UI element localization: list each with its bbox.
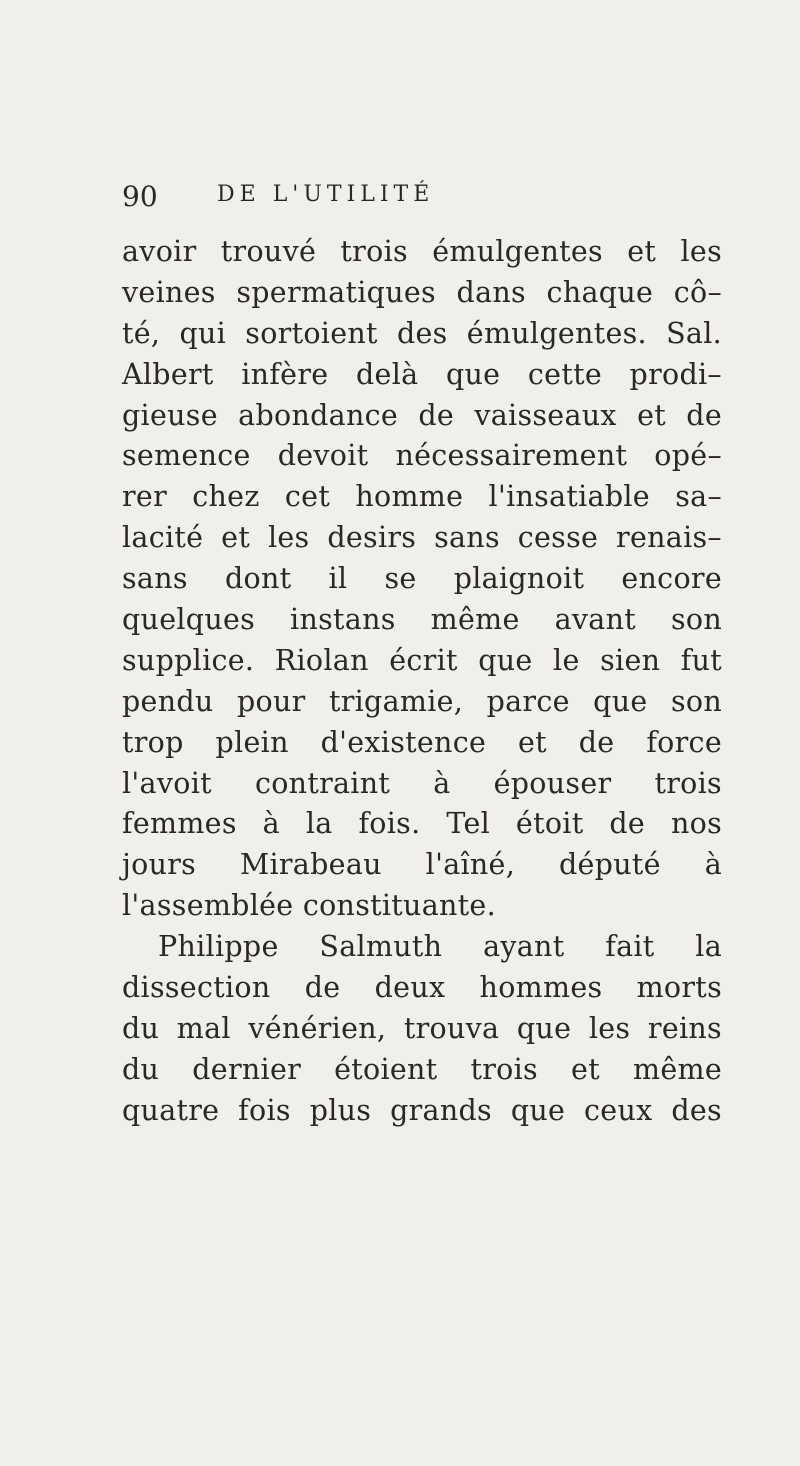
text-line: l'assemblée constituante. (122, 889, 496, 923)
text-line: dissection de deux hommes morts (122, 971, 722, 1005)
body-text (122, 232, 722, 1132)
text-line: quatre fois plus grands que ceux des (122, 1093, 722, 1127)
text-line: femmes à la fois. Tel étoit de nos (122, 807, 722, 841)
page-number: 90 (122, 180, 158, 213)
text-line: veines spermatiques dans chaque cô– (122, 275, 722, 309)
text-line: sans dont il se plaignoit encore (122, 562, 722, 596)
text-line: rer chez cet homme l'insatiable sa– (122, 480, 722, 514)
text-line: avoir trouvé trois émulgentes et les (122, 235, 722, 268)
text-line: té, qui sortoient des émulgentes. Sal. (122, 316, 722, 350)
text-line: lacité et les desirs sans cesse renais– (122, 521, 722, 555)
text-line: l'avoit contraint à épouser trois (122, 766, 722, 800)
text-line: Philippe Salmuth ayant fait la (158, 930, 722, 964)
text-line: du dernier étoient trois et même (122, 1052, 722, 1086)
text-line: semence devoit nécessairement opé– (122, 439, 722, 473)
running-head: DE L'UTILITÉ (217, 182, 435, 207)
text-line: quelques instans même avant son (122, 603, 722, 637)
page-header (122, 180, 722, 220)
text-line: gieuse abondance de vaisseaux et de (122, 398, 722, 432)
text-line: supplice. Riolan écrit que le sien fut (122, 643, 722, 677)
text-line: trop plein d'existence et de force (122, 725, 722, 759)
text-line: du mal vénérien, trouva que les reins (122, 1011, 722, 1045)
text-line: jours Mirabeau l'aîné, député à (122, 848, 722, 882)
text-line: Albert infère delà que cette prodi– (122, 357, 722, 391)
text-line: pendu pour trigamie, parce que son (122, 684, 722, 718)
